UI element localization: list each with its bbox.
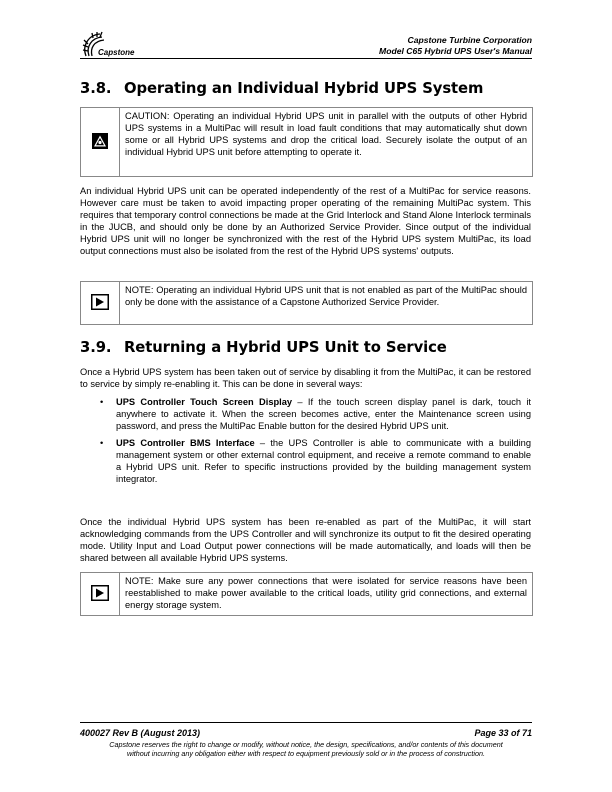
list-item [100,396,531,432]
manual-title: Model C65 Hybrid UPS User's Manual [379,45,532,56]
disclaimer [80,741,532,759]
arrow-right-icon [91,585,109,601]
document-id: 400027 Rev B (August 2013) [80,728,201,738]
disclaimer-line-1: Capstone reserves the right to change or modify, without notice, the design, specifications, and/or contents of this document [109,740,503,749]
note-box-2 [80,572,533,616]
list-item-text: – the UPS Controller is able to communicate with a building management system or other external control equipment, and receive a remote command to enable a Hybrid UPS unit. Refer to specific instructions provided by the building management system integrator. [116,438,531,484]
note-text-1: NOTE: Operating an individual Hybrid UPS unit that is not enabled as part of the MultiPac should only be done with the assistance of a Capstone Authorized Service Provider. [125,285,527,307]
note-icon-cell [81,573,120,615]
section-3-9-intro: Once a Hybrid UPS system has been taken out of service by disabling it from the MultiPac, it can be restored to service by simply re-enabling it. This can be done in several ways: [80,367,531,389]
caution-box [80,107,533,177]
footer-rule [80,722,532,723]
section-title: Returning a Hybrid UPS Unit to Service [124,339,447,356]
note-box-1 [80,281,533,325]
section-title: Operating an Individual Hybrid UPS System [124,80,484,97]
disclaimer-line-2: without incurring any obligation either with respect to equipment previously sold or in the process of construction. [127,748,485,758]
section-number: 3.9. [80,339,112,356]
header-info [379,35,532,56]
list-item-text: – If the touch screen display panel is dark, touch it anywhere to activate it. When the screen becomes active, enter the Maintenance screen using password, and press the MultiPac Enable button for the desired Hybrid UPS unit. [116,397,531,431]
section-3-9-body: Once the individual Hybrid UPS system has been re-enabled as part of the MultiPac, it will start acknowledging commands from the UPS Controller and will synchronize its output to fit the desired operating mode. Utility Input and Load Output power connections will be made automatically, and loads will then be shared between all available Hybrid UPS systems. [80,517,531,563]
list-item [100,437,531,485]
warning-icon [92,133,108,149]
bullet-icon: • [100,397,104,407]
header-rule [80,58,532,59]
company-name: Capstone Turbine Corporation [407,35,532,45]
page-number: Page 33 of 71 [474,728,532,738]
list-item-heading: UPS Controller BMS Interface [116,438,255,448]
logo-text: Capstone [98,48,135,57]
note-text-2: NOTE: Make sure any power connections that were isolated for service reasons have been reestablished to make power available to the critical loads, utility grid connections, and external energy storage system. [125,576,527,610]
arrow-right-icon [91,294,109,310]
bullet-icon: • [100,438,104,448]
section-3-8-body: An individual Hybrid UPS unit can be operated independently of the rest of a MultiPac for service reasons. However care must be taken to avoid impacting proper operating of the remaining MultiPac system. This requires that temporary control connections be made at the Grid Interlock and Stand Alone Interlock terminals in the JUCB, and should only be done by an Authorized Service Provider. Since output of the individual Hybrid UPS unit will no longer be synchronized with the rest of the Hybrid UPS system MultiPac, its load output connections must also be isolated from the rest of the Hybrid UPS systems' outputs. [80,186,531,256]
restore-methods-list [100,396,531,490]
note-icon-cell [81,282,120,324]
list-item-heading: UPS Controller Touch Screen Display [116,397,293,407]
caution-icon-cell [81,108,120,176]
section-3-8-heading [80,80,483,97]
caution-text: CAUTION: Operating an individual Hybrid UPS unit in parallel with the outputs of other Hybrid UPS systems in a MultiPac will result in load fault conditions that may automatically shut down some or all Hybrid UPS systems and drop the critical load. Securely isolate the output of an individual Hybrid UPS unit before attempting to operate it. [125,111,527,157]
section-3-9-heading [80,339,447,356]
section-number: 3.8. [80,80,112,97]
